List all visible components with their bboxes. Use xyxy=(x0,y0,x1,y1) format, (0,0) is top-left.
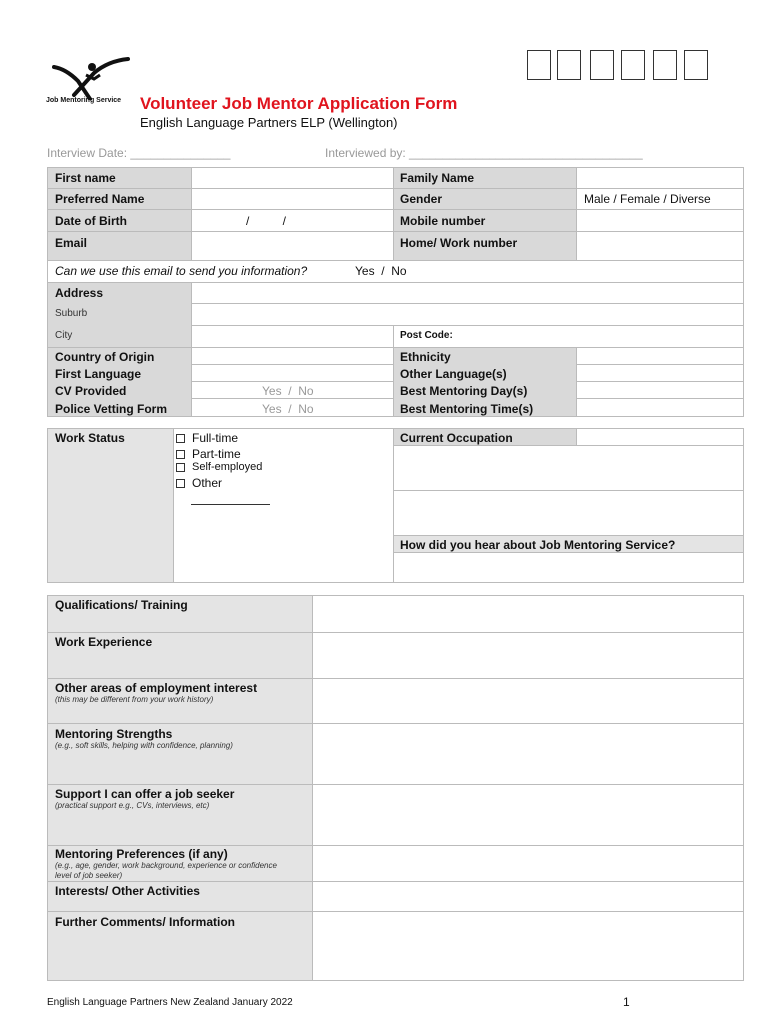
id-box xyxy=(590,50,614,80)
dob-label: Date of Birth xyxy=(55,214,127,228)
how-heard-field[interactable] xyxy=(393,552,744,583)
footer-text: English Language Partners New Zealand January 2022 xyxy=(47,997,293,1008)
logo-text: Job Mentoring Service xyxy=(46,97,122,104)
mentoring-preferences-label: Mentoring Preferences (if any) xyxy=(55,847,228,861)
id-box xyxy=(557,50,581,80)
best-time-field[interactable] xyxy=(576,398,744,417)
dob-field[interactable] xyxy=(191,209,394,232)
work-status-label: Work Status xyxy=(55,431,125,445)
interests-label: Interests/ Other Activities xyxy=(55,884,200,898)
current-occupation-extra-field[interactable] xyxy=(576,428,744,446)
qualifications-field[interactable] xyxy=(312,595,744,633)
mentoring-strengths-hint: (e.g., soft skills, helping with confidence, planning) xyxy=(55,741,233,750)
email-field[interactable] xyxy=(191,231,394,261)
first-language-field[interactable] xyxy=(191,364,394,382)
other-languages-field[interactable] xyxy=(576,364,744,382)
address-label: Address xyxy=(55,286,104,300)
page-number: 1 xyxy=(623,995,630,1009)
first-language-label: First Language xyxy=(55,367,142,381)
other-specify-line[interactable] xyxy=(191,504,270,505)
interviewed-by[interactable]: Interviewed by: ___________________________________ xyxy=(325,146,643,160)
other-employment-field[interactable] xyxy=(312,678,744,724)
support-field[interactable] xyxy=(312,784,744,846)
id-box xyxy=(527,50,551,80)
work-status-option-full-time[interactable]: Full-time xyxy=(176,431,238,445)
mentoring-preferences-hint: (e.g., age, gender, work background, experience or confidence level of job seeker) xyxy=(55,861,277,880)
city-field[interactable] xyxy=(191,325,394,348)
post-code-label: Post Code: xyxy=(400,330,453,341)
cv-options[interactable]: Yes / No xyxy=(262,384,314,398)
email-label: Email xyxy=(55,236,88,250)
form-subtitle: English Language Partners ELP (Wellington) xyxy=(140,115,398,130)
interests-field[interactable] xyxy=(312,881,744,912)
preferred-name-label: Preferred Name xyxy=(55,192,145,206)
email-consent-question: Can we use this email to send you information? xyxy=(55,264,308,278)
form-title: Volunteer Job Mentor Application Form xyxy=(140,94,458,113)
best-time-label: Best Mentoring Time(s) xyxy=(400,402,534,416)
country-label: Country of Origin xyxy=(55,350,155,364)
checkbox-icon[interactable] xyxy=(176,434,185,443)
work-experience-label: Work Experience xyxy=(55,635,153,649)
id-box xyxy=(653,50,677,80)
checkbox-icon[interactable] xyxy=(176,450,185,459)
best-day-field[interactable] xyxy=(576,381,744,399)
first-name-field[interactable] xyxy=(191,167,394,189)
support-hint: (practical support e.g., CVs, interviews, etc) xyxy=(55,801,210,810)
current-occupation-field-2[interactable] xyxy=(393,490,744,536)
ethnicity-label: Ethnicity xyxy=(400,350,451,364)
mentoring-preferences-field[interactable] xyxy=(312,845,744,882)
work-status-option-part-time[interactable]: Part-time xyxy=(176,447,241,461)
city-label: City xyxy=(55,330,73,341)
logo xyxy=(46,55,136,110)
address-field[interactable] xyxy=(191,282,744,304)
police-label: Police Vetting Form xyxy=(55,402,168,416)
other-employment-hint: (this may be different from your work history) xyxy=(55,695,214,704)
family-name-field[interactable] xyxy=(576,167,744,189)
ethnicity-field[interactable] xyxy=(576,347,744,365)
other-employment-label: Other areas of employment interest xyxy=(55,681,258,695)
email-consent-options[interactable]: Yes / No xyxy=(355,264,407,278)
home-work-label: Home/ Work number xyxy=(400,236,518,250)
checkbox-icon[interactable] xyxy=(176,463,185,472)
further-comments-label: Further Comments/ Information xyxy=(55,915,236,929)
how-heard-label: How did you hear about Job Mentoring Service? xyxy=(400,538,676,552)
work-status-option-self-employed[interactable]: Self-employed xyxy=(176,461,262,473)
best-day-label: Best Mentoring Day(s) xyxy=(400,384,528,398)
country-field[interactable] xyxy=(191,347,394,365)
job-mentoring-logo-icon xyxy=(46,55,136,100)
police-options[interactable]: Yes / No xyxy=(262,402,314,416)
support-label: Support I can offer a job seeker xyxy=(55,787,235,801)
other-languages-label: Other Language(s) xyxy=(400,367,507,381)
current-occupation-field[interactable] xyxy=(393,445,744,491)
suburb-field[interactable] xyxy=(191,303,744,326)
id-box xyxy=(621,50,645,80)
home-work-field[interactable] xyxy=(576,231,744,261)
first-name-label: First name xyxy=(55,171,116,185)
cv-label: CV Provided xyxy=(55,384,127,398)
gender-options[interactable]: Male / Female / Diverse xyxy=(584,192,711,206)
mentoring-strengths-label: Mentoring Strengths xyxy=(55,727,173,741)
preferred-name-field[interactable] xyxy=(191,188,394,210)
id-box xyxy=(684,50,708,80)
suburb-label: Suburb xyxy=(55,308,88,319)
mobile-field[interactable] xyxy=(576,209,744,232)
current-occupation-label: Current Occupation xyxy=(400,431,513,445)
mobile-label: Mobile number xyxy=(400,214,486,228)
family-name-label: Family Name xyxy=(400,171,475,185)
dob-slashes: / / xyxy=(246,214,287,228)
further-comments-field[interactable] xyxy=(312,911,744,981)
checkbox-icon[interactable] xyxy=(176,479,185,488)
work-experience-field[interactable] xyxy=(312,632,744,679)
mentoring-strengths-field[interactable] xyxy=(312,723,744,785)
gender-label: Gender xyxy=(400,192,443,206)
work-status-option-other[interactable]: Other xyxy=(176,476,222,490)
interview-date[interactable]: Interview Date: _______________ xyxy=(47,146,231,160)
qualifications-label: Qualifications/ Training xyxy=(55,598,188,612)
